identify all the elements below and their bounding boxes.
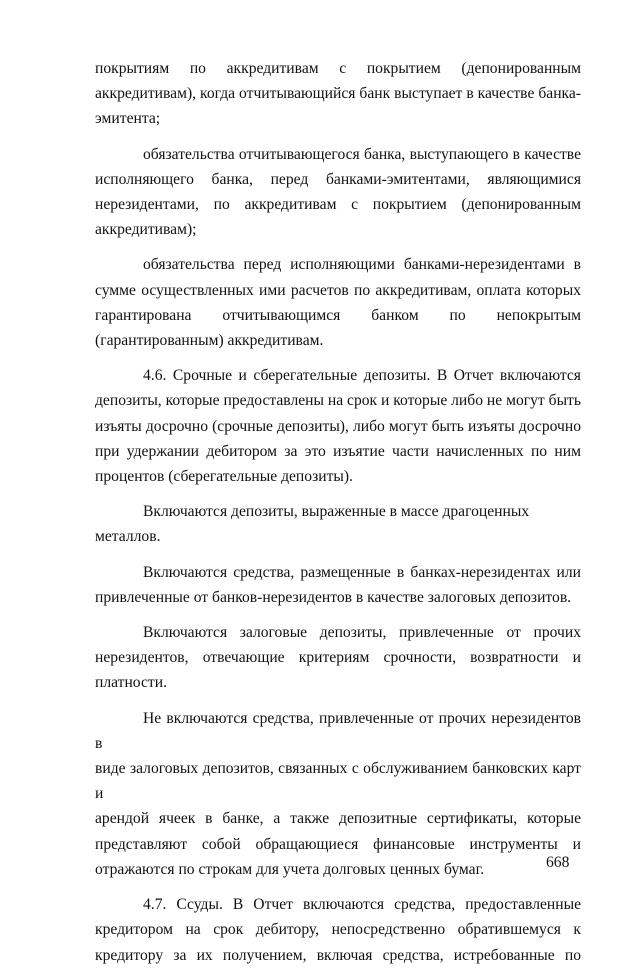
text-line: аккредитивам), когда отчитывающийся банк выступает в качестве банка-	[95, 85, 581, 103]
text-line: арендой ячеек в банке, а также депозитные сертификаты, которые	[95, 810, 581, 828]
text-line: представляют собой обращающиеся финансовые инструменты и	[95, 835, 581, 853]
text-line: при удержании дебитором за это изъятие части начисленных по ним	[95, 442, 581, 460]
text-line: сумме осуществленных ими расчетов по аккредитивам, оплата которых	[95, 281, 581, 299]
paragraph-section-4-7	[95, 892, 581, 968]
text-line: платности.	[95, 674, 167, 692]
paragraph-precious-metals	[95, 499, 581, 549]
text-line: Не включаются средства, привлеченные от прочих нерезидентов в	[95, 709, 581, 752]
text-line: Включаются залоговые депозиты, привлеченные от прочих	[143, 624, 581, 642]
page-number: 668	[546, 854, 570, 871]
text-line: эмитента;	[95, 110, 161, 128]
text-line: 4.6. Срочные и сберегательные депозиты. В Отчет включаются	[143, 367, 581, 385]
paragraph-excluded-funds	[95, 706, 581, 882]
paragraph-executing-bank-obligations	[95, 252, 581, 353]
text-line: обязательства перед исполняющими банками-нерезидентами в	[143, 256, 581, 274]
paragraph-reporting-bank-obligations	[95, 142, 581, 243]
text-line: депозиты, которые предоставлены на срок и которые либо не могут быть	[95, 392, 581, 410]
text-line: гарантирована отчитывающимся банком по непокрытым	[95, 306, 581, 324]
paragraph-letters-of-credit-continued	[95, 56, 581, 132]
text-line: 4.7. Ссуды. В Отчет включаются средства, предоставленные	[143, 896, 581, 914]
text-line: кредитором на срок дебитору, непосредственно обратившемуся к	[95, 921, 581, 939]
text-line: обязательства отчитывающегося банка, выступающего в качестве	[143, 145, 581, 163]
text-line: покрытиям по аккредитивам с покрытием (депонированным	[95, 60, 581, 77]
text-line: виде залоговых депозитов, связанных с обслуживанием банковских карт и	[95, 760, 581, 803]
text-line: изъяты досрочно (срочные депозиты), либо могут быть изъяты досрочно	[95, 417, 581, 435]
document-page	[95, 56, 581, 968]
text-line: привлеченные от банков-нерезидентов в качестве залоговых депозитов.	[95, 588, 572, 606]
paragraph-section-4-6	[95, 363, 581, 489]
text-line: нерезидентов, отвечающие критериям срочности, возвратности и	[95, 649, 581, 667]
text-line: аккредитивам);	[95, 221, 197, 239]
text-line: Включаются средства, размещенные в банках-нерезидентах или	[143, 563, 581, 581]
text-line: процентов (сберегательные депозиты).	[95, 468, 353, 486]
text-line: (гарантированным) аккредитивам.	[95, 332, 324, 350]
paragraph-nonresident-banks	[95, 560, 581, 610]
text-line: кредитору за их получением, включая средства, истребованные по	[95, 946, 581, 964]
paragraph-collateral-deposits	[95, 620, 581, 696]
text-line: исполняющего банка, перед банками-эмитентами, являющимися	[95, 170, 581, 188]
text-line: нерезидентами, по аккредитивам с покрытием (депонированным	[95, 196, 581, 214]
text-line: Включаются депозиты, выраженные в массе драгоценных металлов.	[95, 503, 530, 546]
text-line: отражаются по строкам для учета долговых ценных бумаг.	[95, 860, 485, 878]
